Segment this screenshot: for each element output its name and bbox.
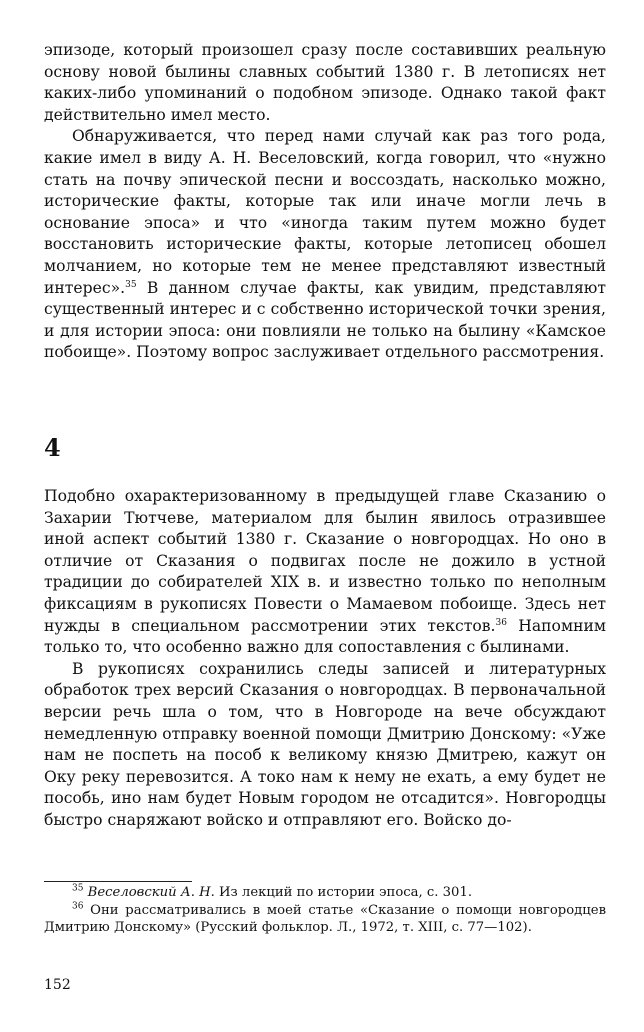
footnote-text: Они рассматривались в моей статье «Сказание о помощи новгородцев Дмитрию Донскому» (Русский фольклор. Л., 1972, т. XIII, с. 77—102). xyxy=(44,902,606,935)
footnote-36 xyxy=(44,902,606,937)
section-number: 4 xyxy=(44,433,61,462)
footnote-number: 35 xyxy=(72,883,84,894)
paragraph-text: Обнаруживается, что перед нами случай как раз того рода, какие имел в виду А. Н. Веселовский, когда говорил, что «нужно стать на почву эпической песни и воссоздать, насколько можно, исторические факты, которые так или иначе могли лечь в основание эпоса» и что «иногда таким путем можно будет восстановить исторические факты, которые летописец обошел молчанием, но которые тем не менее представляют известный интерес». xyxy=(44,127,606,297)
footnote-rule xyxy=(44,881,192,882)
paragraph-text: эпизоде, который произошел сразу после составивших реальную основу новой былины славных событий 1380 г. В летописях нет каких-либо упоминаний о подобном эпизоде. Однако такой факт действительно имел место. xyxy=(44,41,606,124)
footnotes xyxy=(44,884,606,937)
paragraph-text: В данном случае факты, как увидим, представляют существенный интерес и с собственно исторической точки зрения, и для истории эпоса: они повлияли не только на былину «Камское побоище». Поэтому вопрос заслуживает отдельного рассмотрения. xyxy=(44,278,606,362)
paragraph-text: Напомним только то, что особенно важно для сопоставления с былинами. xyxy=(44,616,606,657)
paragraph-text: В рукописях сохранились следы записей и литературных обработок трех версий Сказания о новгородцах. В первоначальной версии речь шла о том, что в Новгороде на вече обсуждают немедленную отправку военной помощи Дмитрию Донскому: «Уже нам не поспеть на пособ к великому князю Дмитрею, кажут он Оку реку перевозится. А токо нам к нему не ехать, а ему будет не пособь, ино нам будет Новым городом не отсадится». Новгородцы быстро снаряжают войско и отправляют его. Войско до- xyxy=(44,659,606,829)
paragraph-veselovsky xyxy=(44,126,606,364)
paragraph-text: Подобно охарактеризованному в предыдущей главе Сказанию о Захарии Тютчеве, материалом для былин явилось отразившее иной аспект событий 1380 г. Сказание о новгородцах. Но оно в отличие от Сказания о подвигах после не дожило в устной традиции до собирателей XIX в. и известно только по неполным фиксациям в рукописях Повести о Мамаевом побоище. Здесь нет нужды в специальном рассмотрении этих текстов. xyxy=(44,487,606,635)
paragraph-novgorod-intro xyxy=(44,486,606,659)
bottom-text-block xyxy=(44,486,606,832)
footnote-author: Веселовский А. Н. xyxy=(87,885,215,900)
page-number: 152 xyxy=(44,977,71,993)
footnote-ref-35: 35 xyxy=(125,279,137,290)
footnote-number: 36 xyxy=(72,901,84,912)
footnote-35 xyxy=(44,884,606,902)
paragraph-continuation xyxy=(44,40,606,126)
footnote-ref-36: 36 xyxy=(495,617,507,628)
top-text-block xyxy=(44,40,606,364)
paragraph-manuscripts xyxy=(44,659,606,832)
footnote-text: Из лекций по истории эпоса, с. 301. xyxy=(214,885,473,900)
